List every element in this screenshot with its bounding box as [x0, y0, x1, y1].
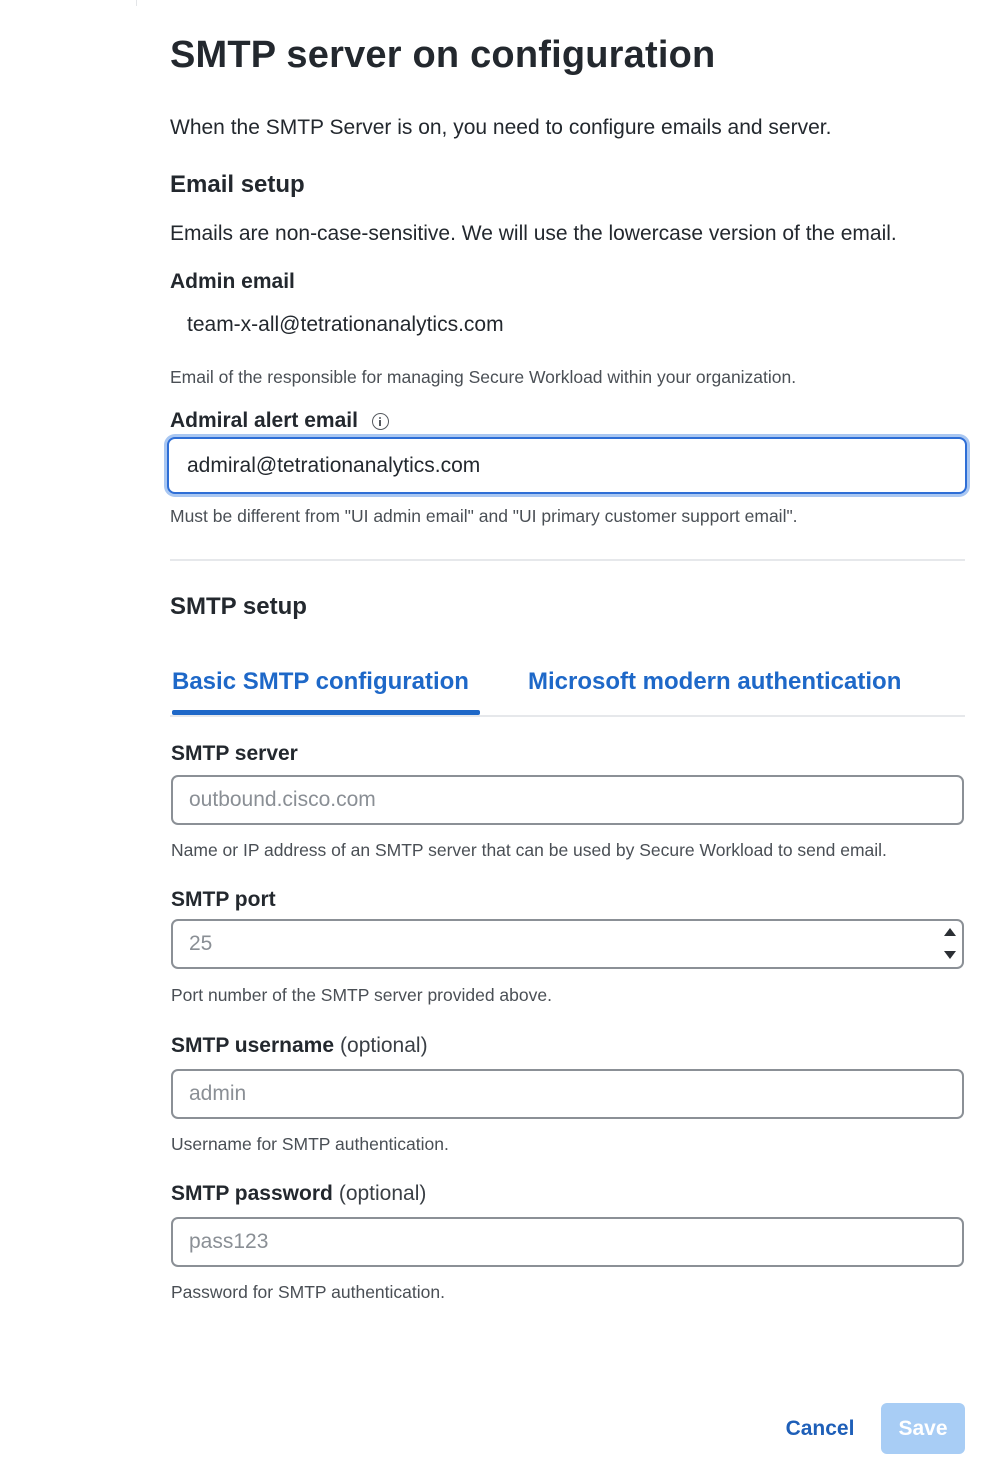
admin-email-label: Admin email	[170, 270, 295, 293]
cancel-button[interactable]: Cancel	[772, 1406, 868, 1452]
email-setup-heading: Email setup	[170, 171, 305, 198]
smtp-username-label: SMTP username	[171, 1034, 335, 1057]
smtp-port-label: SMTP port	[171, 888, 276, 911]
section-divider	[170, 559, 965, 561]
port-stepper	[940, 925, 960, 963]
admin-email-value: team-x-all@tetrationanalytics.com	[187, 313, 504, 336]
smtp-server-input[interactable]	[171, 775, 964, 825]
smtp-password-label-row	[171, 1182, 426, 1206]
admiral-alert-email-label: Admiral alert email	[170, 409, 358, 432]
smtp-username-helper: Username for SMTP authentication.	[171, 1134, 449, 1154]
page-title: SMTP server on configuration	[170, 34, 716, 76]
save-button[interactable]: Save	[881, 1403, 965, 1454]
intro-text: When the SMTP Server is on, you need to configure emails and server.	[170, 116, 832, 139]
smtp-port-input[interactable]	[171, 919, 964, 969]
smtp-server-label: SMTP server	[171, 742, 298, 765]
smtp-username-input[interactable]	[171, 1069, 964, 1119]
smtp-setup-heading: SMTP setup	[170, 593, 307, 620]
admiral-alert-email-input[interactable]	[167, 437, 967, 494]
optional-tag: (optional)	[340, 1034, 428, 1057]
smtp-port-helper: Port number of the SMTP server provided above.	[171, 985, 552, 1005]
smtp-password-input[interactable]	[171, 1217, 964, 1267]
increment-arrow-icon[interactable]	[944, 928, 956, 936]
smtp-username-label-row	[171, 1034, 428, 1058]
smtp-password-helper: Password for SMTP authentication.	[171, 1282, 445, 1302]
smtp-password-label: SMTP password	[171, 1182, 333, 1205]
admin-email-helper: Email of the responsible for managing Secure Workload within your organization.	[170, 367, 797, 387]
panel-left-border	[136, 0, 137, 6]
tab-microsoft-modern-authentication[interactable]: Microsoft modern authentication	[528, 668, 902, 695]
smtp-config-tabs	[170, 660, 965, 717]
admiral-alert-email-label-row	[170, 409, 389, 433]
info-icon[interactable]	[372, 413, 389, 430]
active-tab-indicator	[172, 710, 480, 715]
admiral-alert-email-helper: Must be different from "UI admin email" and "UI primary customer support email".	[170, 506, 798, 526]
email-setup-description: Emails are non-case-sensitive. We will use the lowercase version of the email.	[170, 222, 897, 245]
smtp-server-helper: Name or IP address of an SMTP server that can be used by Secure Workload to send email.	[171, 840, 887, 860]
decrement-arrow-icon[interactable]	[944, 951, 956, 959]
optional-tag: (optional)	[338, 1182, 427, 1205]
tab-basic-smtp-configuration[interactable]: Basic SMTP configuration	[172, 668, 469, 695]
